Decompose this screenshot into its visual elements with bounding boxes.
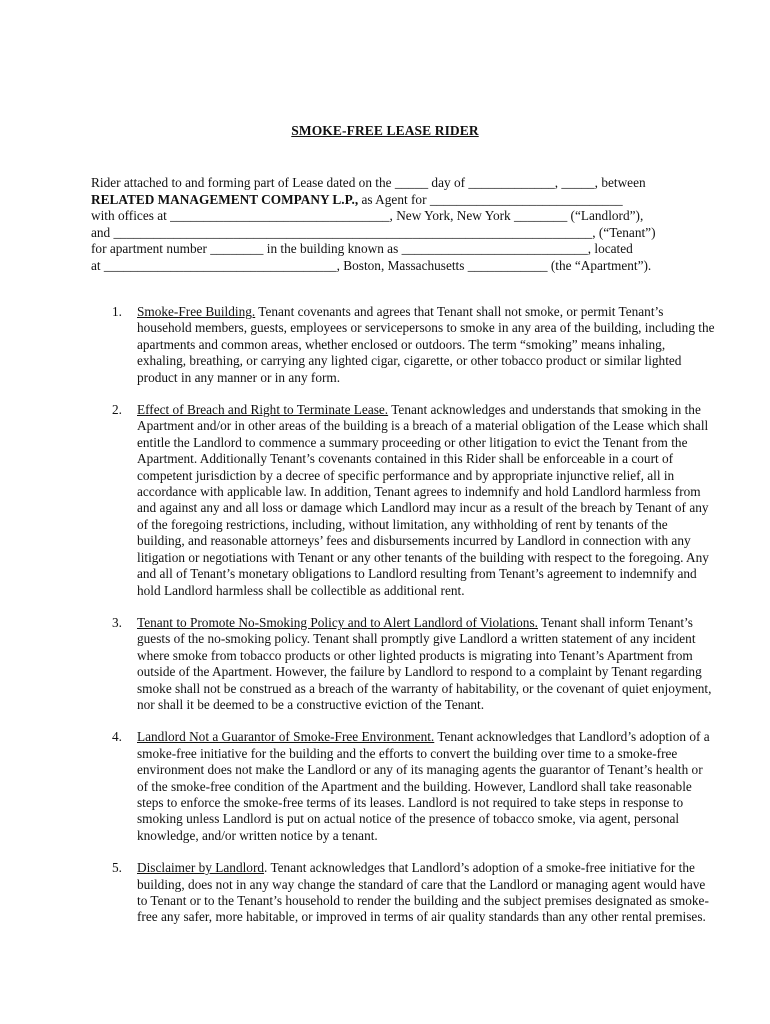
clause-4 xyxy=(112,729,742,844)
clause-line: building, does not in any way change the standard of care that the Landlord or managing agent would have xyxy=(137,876,706,892)
company-name: RELATED MANAGEMENT COMPANY L.P., xyxy=(91,191,359,207)
rider-line-6: at ___________________________________, Boston, Massachusetts ____________ (the “Apartment”). xyxy=(91,257,652,273)
clause-line: accordance with applicable law. In addition, Tenant agrees to indemnify and hold Landlord harmless from xyxy=(137,484,701,500)
clause-line xyxy=(137,860,742,876)
clause-line xyxy=(137,615,742,631)
clause-line: building, and reasonable attorneys’ fees and disbursements incurred by Landlord in connection with any xyxy=(137,533,691,549)
clause-5 xyxy=(112,860,742,926)
clause-line: smoke-free initiative for the building and the efforts to convert the building over time to a smoke-free xyxy=(137,745,678,761)
document-title: SMOKE-FREE LEASE RIDER xyxy=(291,123,479,138)
clause-text: Tenant acknowledges and understands that smoking in the xyxy=(391,402,701,418)
clause-line: steps to enforce the smoke-free terms of its leases. Landlord is not required to take steps in response to xyxy=(137,794,684,810)
rider-line-2 xyxy=(91,192,691,209)
clause-line: entitle the Landlord to commence a summary proceeding or other litigation to evict the Tenant from the xyxy=(137,434,688,450)
clause-line: smoking unless Landlord is put on actual notice of the presence of tobacco smoke, via agent, personal xyxy=(137,811,680,827)
rider-intro xyxy=(91,175,691,275)
clause-line: of the smoke-free condition of the Apartment and the building. However, Landlord shall take reasonable xyxy=(137,778,692,794)
clause-line: exhaling, breathing, or carrying any lighted cigar, cigarette, or other tobacco product or similar lighted xyxy=(137,353,682,369)
clause-line: free any safer, more habitable, or improved in terms of air quality standards than any other rental premises. xyxy=(137,909,706,925)
clause-line: nor shall it be deemed to be a constructive eviction of the Tenant. xyxy=(137,696,485,712)
clause-number: 5. xyxy=(112,860,122,876)
clause-text: Tenant shall inform Tenant’s xyxy=(541,614,693,630)
clause-heading: Tenant to Promote No-Smoking Policy and to Alert Landlord of Violations. xyxy=(137,614,538,630)
rider-line-3: with offices at _________________________________, New York, New York ________ (“Landlord”), xyxy=(91,208,644,224)
clause-number: 3. xyxy=(112,614,122,630)
clause-line: and all of Tenant’s monetary obligations to Landlord resulting from Tenant’s agreement to indemnify and xyxy=(137,566,697,582)
clause-number: 4. xyxy=(112,729,122,745)
clause-line: of the foregoing restrictions, including, without limitation, any withholding of rent by tenants of the xyxy=(137,516,668,532)
clause-3 xyxy=(112,615,742,713)
clause-2 xyxy=(112,402,742,599)
clause-line: Apartment and/or in other areas of the building is a breach of a material obligation of the Lease which shall xyxy=(137,418,709,434)
clause-heading: Landlord Not a Guarantor of Smoke-Free Environment. xyxy=(137,729,435,745)
rider-line-4: and ________________________________________________________________________, (“Tenant”) xyxy=(91,224,656,240)
clause-heading-suffix: . xyxy=(264,860,268,876)
clause-number: 1. xyxy=(112,304,122,319)
clause-text: Tenant acknowledges that Landlord’s adoption of a xyxy=(437,729,710,745)
clause-line xyxy=(137,729,742,745)
clause-heading: Smoke-Free Building. xyxy=(137,304,256,319)
clause-line: knowledge, and/or written notice by a tenant. xyxy=(137,827,378,843)
clause-line: litigation or negotiations with Tenant or any other tenants of the building with respect to the foregoing. Any xyxy=(137,549,709,565)
rider-clauses xyxy=(112,304,742,942)
clause-number: 2. xyxy=(112,402,122,418)
clause-line: where smoke from tobacco products or other lighted products is migrating into Tenant’s Apartment from xyxy=(137,647,693,663)
clause-line: product in any manner or in any form. xyxy=(137,369,341,385)
clause-1 xyxy=(112,304,742,386)
rider-line-1: Rider attached to and forming part of Lease dated on the _____ day of _____________, _____, between xyxy=(91,175,646,190)
clause-line: apartments and common areas, whether enclosed or outdoors. The term “smoking” means inhaling, xyxy=(137,336,666,352)
clause-line: environment does not make the Landlord or any of its managing agents the guarantor of Tenant’s health or xyxy=(137,762,703,778)
clause-line: hold Landlord harmless shall be collectible as additional rent. xyxy=(137,582,465,598)
clause-line: to Tenant or to the Tenant’s household to render the building and the subject premises designated as smoke- xyxy=(137,893,709,908)
clause-heading: Effect of Breach and Right to Terminate Lease. xyxy=(137,402,389,418)
clause-line: Apartment. Additionally Tenant’s covenants contained in this Rider shall be enforceable in a court of xyxy=(137,451,674,467)
clause-line: guests of the no-smoking policy. Tenant shall promptly give Landlord a written statement of any incident xyxy=(137,631,696,647)
rider-line-5: for apartment number ________ in the building known as ____________________________, located xyxy=(91,241,633,257)
clause-text: Tenant covenants and agrees that Tenant shall not smoke, or permit Tenant’s xyxy=(258,304,664,319)
clause-line: competent jurisdiction by a decree of specific performance and by appropriate injunctive relief, all in xyxy=(137,467,675,483)
clause-heading: Disclaimer by Landlord xyxy=(137,860,265,876)
clause-line xyxy=(137,402,742,418)
clause-line: outside of the Apartment. However, the failure by Landlord to respond to a complaint by Tenant regarding xyxy=(137,664,702,680)
clause-text: Tenant acknowledges that Landlord’s adoption of a smoke-free initiative for the xyxy=(270,860,695,876)
clause-line: smoke shall not be construed as a breach of the warranty of habitability, or the covenant of quiet enjoyment, xyxy=(137,680,712,696)
clause-line xyxy=(137,304,742,320)
agent-for-text: as Agent for _____________________________ xyxy=(358,191,623,207)
clause-line: household members, guests, employees or servicepersons to smoke in any area of the building, including the xyxy=(137,320,715,336)
clause-line: and against any and all loss or damage which Landlord may incur as a result of the breach by Tenant of any xyxy=(137,500,709,516)
